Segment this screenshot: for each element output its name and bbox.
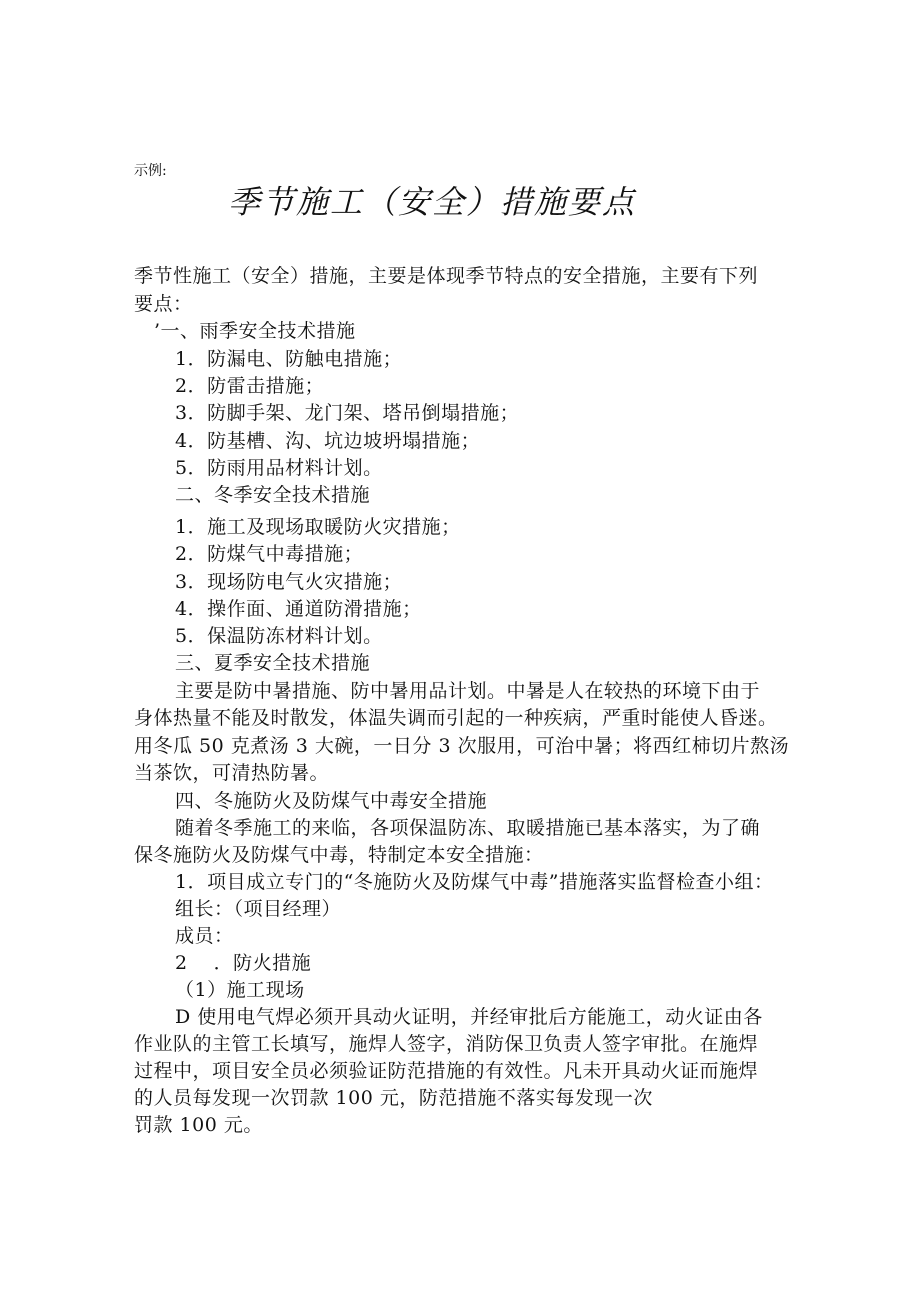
- section-heading: 三、夏季安全技术措施: [175, 652, 371, 674]
- paragraph-line: 随着冬季施工的来临，各项保温防冻、取暖措施已基本落实，为了确: [175, 817, 761, 839]
- list-item: 1．防漏电、防触电措施；: [175, 348, 403, 370]
- list-item: 2．防雷击措施；: [175, 375, 325, 397]
- paragraph-line: 当茶饮，可清热防暑。: [134, 762, 330, 784]
- paragraph-line: 的人员每发现一次罚款 100 元，防范措施不落实每发现一次: [134, 1087, 653, 1109]
- paragraph-line: 用冬瓜 50 克煮汤 3 大碗，一日分 3 次服用，可治中暑；将西红柿切片熬汤: [134, 735, 790, 757]
- paragraph-line: D 使用电气焊必须开具动火证明，并经审批后方能施工，动火证由各: [175, 1006, 763, 1028]
- list-item: 2．防煤气中毒措施；: [175, 543, 364, 565]
- list-item: 1．施工及现场取暖防火灾措施；: [175, 516, 461, 538]
- list-item: 2 ．防火措施: [175, 952, 312, 974]
- section-heading: 四、冬施防火及防煤气中毒安全措施: [175, 790, 488, 812]
- list-item: 4．操作面、通道防滑措施；: [175, 598, 422, 620]
- paragraph-line: 作业队的主管工长填写，施焊人签字，消防保卫负责人签字审批。在施焊: [134, 1033, 759, 1055]
- sub-heading: （1）施工现场: [175, 979, 305, 1001]
- members-line: 成员：: [175, 925, 234, 947]
- paragraph-line: 罚款 100 元。: [134, 1114, 263, 1136]
- document-title: 季节施工（安全）措施要点: [228, 183, 637, 221]
- intro-line: 季节性施工（安全）措施，主要是体现季节特点的安全措施，主要有下列: [134, 265, 759, 287]
- list-item: 3．现场防电气火灾措施；: [175, 571, 403, 593]
- list-item: 4．防基槽、沟、坑边坡坍塌措施；: [175, 430, 481, 452]
- paragraph-line: 过程中，项目安全员必须验证防范措施的有效性。凡未开具动火证而施焊: [134, 1060, 759, 1082]
- list-item: 5．保温防冻材料计划。: [175, 625, 383, 647]
- paragraph-line: 保冬施防火及防煤气中毒，特制定本安全措施：: [134, 844, 544, 866]
- list-item: 3．防脚手架、龙门架、塔吊倒塌措施；: [175, 402, 520, 424]
- intro-line: 要点：: [134, 293, 193, 315]
- paragraph-line: 身体热量不能及时散发，体温失调而引起的一种疾病，严重时能使人昏迷。: [134, 707, 778, 729]
- leader-line: 组长：（项目经理）: [175, 898, 342, 920]
- list-item: 5．防雨用品材料计划。: [175, 457, 383, 479]
- list-item: 1．项目成立专门的“冬施防火及防煤气中毒”措施落实监督检查小组：: [175, 871, 774, 893]
- section-heading: 二、冬季安全技术措施: [175, 484, 371, 506]
- paragraph-line: 主要是防中暑措施、防中暑用品计划。中暑是人在较热的环境下由于: [175, 680, 761, 702]
- example-label: 示例:: [134, 163, 167, 179]
- section-heading: ’一、雨季安全技术措施: [154, 320, 356, 342]
